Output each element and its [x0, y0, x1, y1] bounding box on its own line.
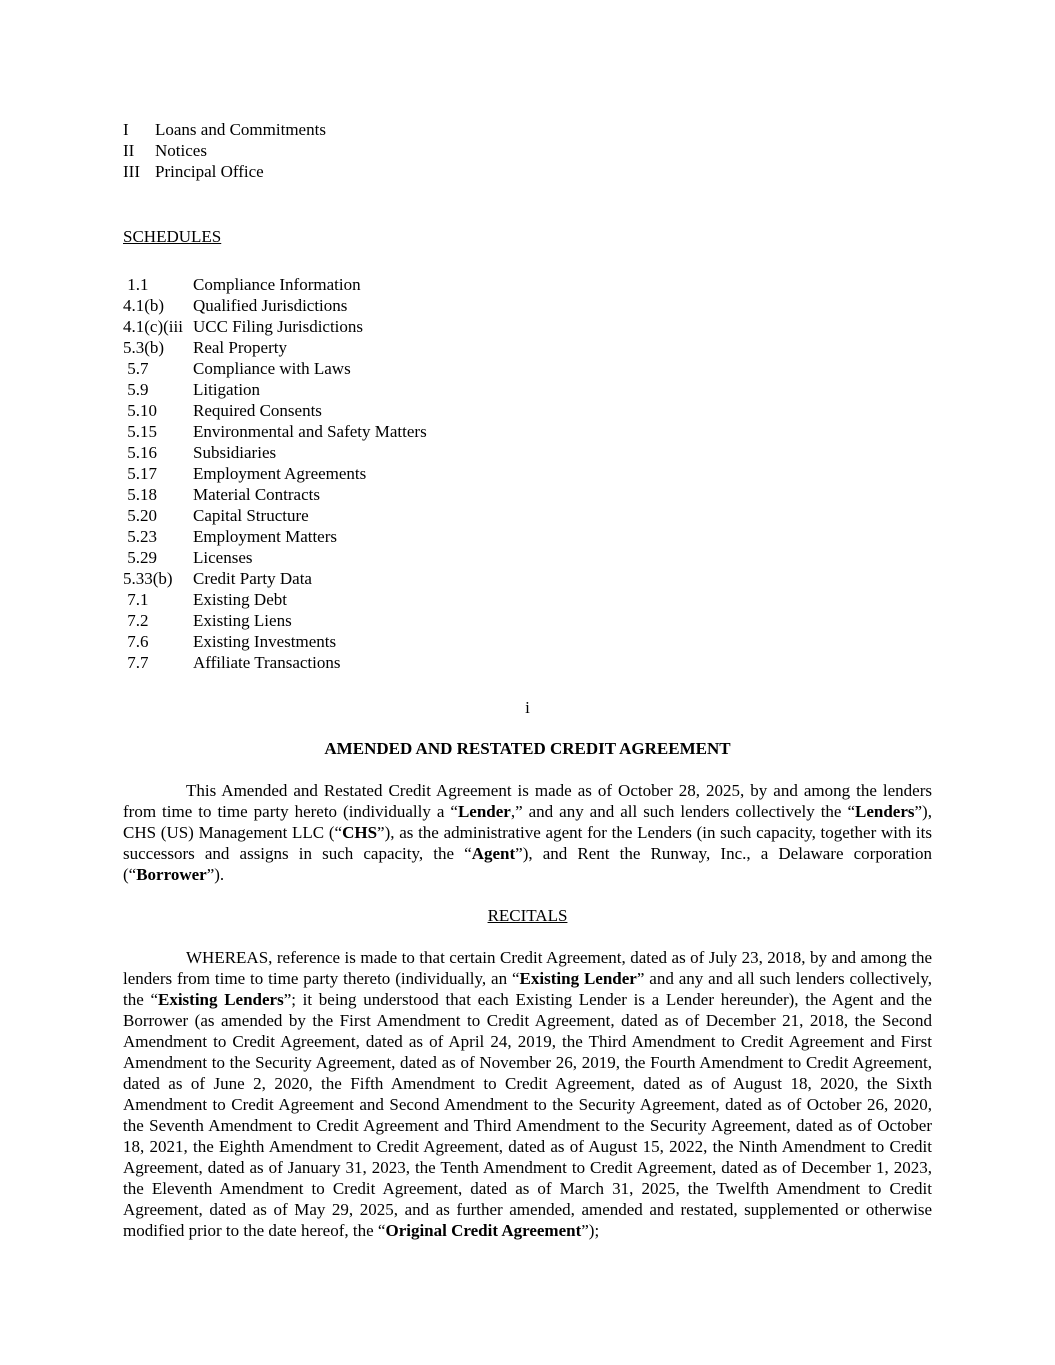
schedule-label: Real Property [193, 338, 287, 357]
schedule-label: Credit Party Data [193, 569, 312, 588]
schedule-row [123, 505, 932, 526]
schedule-number: 7.1 [123, 590, 149, 609]
recitals-heading: RECITALS [487, 906, 568, 925]
schedule-row [123, 631, 932, 652]
schedules-heading: SCHEDULES [123, 227, 222, 246]
schedule-label: Compliance Information [193, 275, 361, 294]
page-number: i [525, 698, 530, 717]
schedule-number: 5.18 [123, 485, 157, 504]
schedule-row [123, 484, 932, 505]
schedule-row [123, 547, 932, 568]
schedule-number: 4.1(c)(iii [123, 317, 183, 336]
schedule-label: Required Consents [193, 401, 322, 420]
schedule-label: Capital Structure [193, 506, 309, 525]
intro-paragraph: This Amended and Restated Credit Agreement is made as of October 28, 2025, by and among the lenders from time to time party hereto (individually a “Lender,” and any and all such lenders collectively the “Lenders”), CHS (US) Management LLC (“CHS”), as the administrative agent for the Lenders (in such capacity, together with its successors and assigns in such capacity, the “Agent”), and Rent the Runway, Inc., a Delaware corporation (“Borrower”). [123, 781, 932, 884]
exhibit-label: Notices [155, 141, 207, 160]
schedule-row [123, 652, 932, 673]
schedule-number: 7.7 [123, 653, 149, 672]
schedule-row [123, 463, 932, 484]
schedule-number: 5.33(b) [123, 569, 173, 588]
schedule-label: Litigation [193, 380, 261, 399]
schedule-label: Compliance with Laws [193, 359, 351, 378]
schedule-number: 5.3(b) [123, 338, 165, 357]
schedule-row [123, 379, 932, 400]
exhibit-label: Loans and Commitments [155, 120, 326, 139]
exhibit-row [123, 161, 932, 182]
exhibit-row [123, 119, 932, 140]
schedule-row [123, 421, 932, 442]
schedule-label: Existing Debt [193, 590, 287, 609]
exhibit-number: I [123, 120, 129, 139]
schedule-row [123, 274, 932, 295]
exhibit-list [123, 119, 932, 182]
exhibit-number: III [123, 162, 140, 181]
schedule-label: Employment Matters [193, 527, 338, 546]
schedule-number: 5.7 [123, 359, 149, 378]
schedule-row [123, 442, 932, 463]
schedule-number: 7.2 [123, 611, 149, 630]
schedule-label: Material Contracts [193, 485, 320, 504]
schedule-number: 5.16 [123, 443, 157, 462]
schedule-label: Existing Investments [193, 632, 337, 651]
schedule-label: Environmental and Safety Matters [193, 422, 427, 441]
schedule-row [123, 295, 932, 316]
schedule-number: 5.10 [123, 401, 157, 420]
schedule-label: Qualified Jurisdictions [193, 296, 348, 315]
schedule-number: 5.23 [123, 527, 157, 546]
schedule-label: Affiliate Transactions [193, 653, 341, 672]
schedule-label: Employment Agreements [193, 464, 367, 483]
schedule-list [123, 274, 932, 673]
schedule-number: 4.1(b) [123, 296, 165, 315]
schedule-label: UCC Filing Jurisdictions [193, 317, 364, 336]
schedule-number: 5.29 [123, 548, 157, 567]
whereas-paragraph: WHEREAS, reference is made to that certain Credit Agreement, dated as of July 23, 2018, by and among the lenders from time to time party thereto (individually, an “Existing Lender” and any and all such lenders collectively, the “Existing Lenders”; it being understood that each Existing Lender is a Lender hereunder), the Agent and the Borrower (as amended by the First Amendment to Credit Agreement, dated as of December 21, 2018, the Second Amendment to Credit Agreement, dated as of April 24, 2019, the Third Amendment to Credit Agreement and First Amendment to the Security Agreement, dated as of November 26, 2019, the Fourth Amendment to Credit Agreement, dated as of June 2, 2020, the Fifth Amendment to Credit Agreement, dated as of August 18, 2020, the Sixth Amendment to Credit Agreement and Second Amendment to the Security Agreement, dated as of October 26, 2020, the Seventh Amendment to Credit Agreement and Third Amendment to the Security Agreement, dated as of October 18, 2021, the Eighth Amendment to Credit Agreement, dated as of August 15, 2022, the Ninth Amendment to Credit Agreement, dated as of January 31, 2023, the Tenth Amendment to Credit Agreement, dated as of December 1, 2023, the Eleventh Amendment to Credit Agreement, dated as of March 31, 2025, the Twelfth Amendment to Credit Agreement, dated as of May 29, 2025, and as further amended, amended and restated, supplemented or otherwise modified prior to the date hereof, the “Original Credit Agreement”); [123, 948, 933, 1240]
schedule-row [123, 316, 932, 337]
schedule-row [123, 589, 932, 610]
schedule-row [123, 568, 932, 589]
schedule-row [123, 610, 932, 631]
schedule-row [123, 358, 932, 379]
document-title: AMENDED AND RESTATED CREDIT AGREEMENT [324, 739, 731, 758]
schedule-number: 5.15 [123, 422, 157, 441]
schedule-number: 1.1 [123, 275, 149, 294]
schedule-row [123, 526, 932, 547]
schedule-row [123, 400, 932, 421]
schedule-number: 5.9 [123, 380, 149, 399]
exhibit-label: Principal Office [155, 162, 264, 181]
schedule-number: 7.6 [123, 632, 149, 651]
schedule-row [123, 337, 932, 358]
schedule-label: Subsidiaries [193, 443, 277, 462]
schedule-number: 5.17 [123, 464, 157, 483]
schedule-label: Existing Liens [193, 611, 292, 630]
schedule-label: Licenses [193, 548, 253, 567]
exhibit-number: II [123, 141, 135, 160]
schedule-number: 5.20 [123, 506, 157, 525]
exhibit-row [123, 140, 932, 161]
